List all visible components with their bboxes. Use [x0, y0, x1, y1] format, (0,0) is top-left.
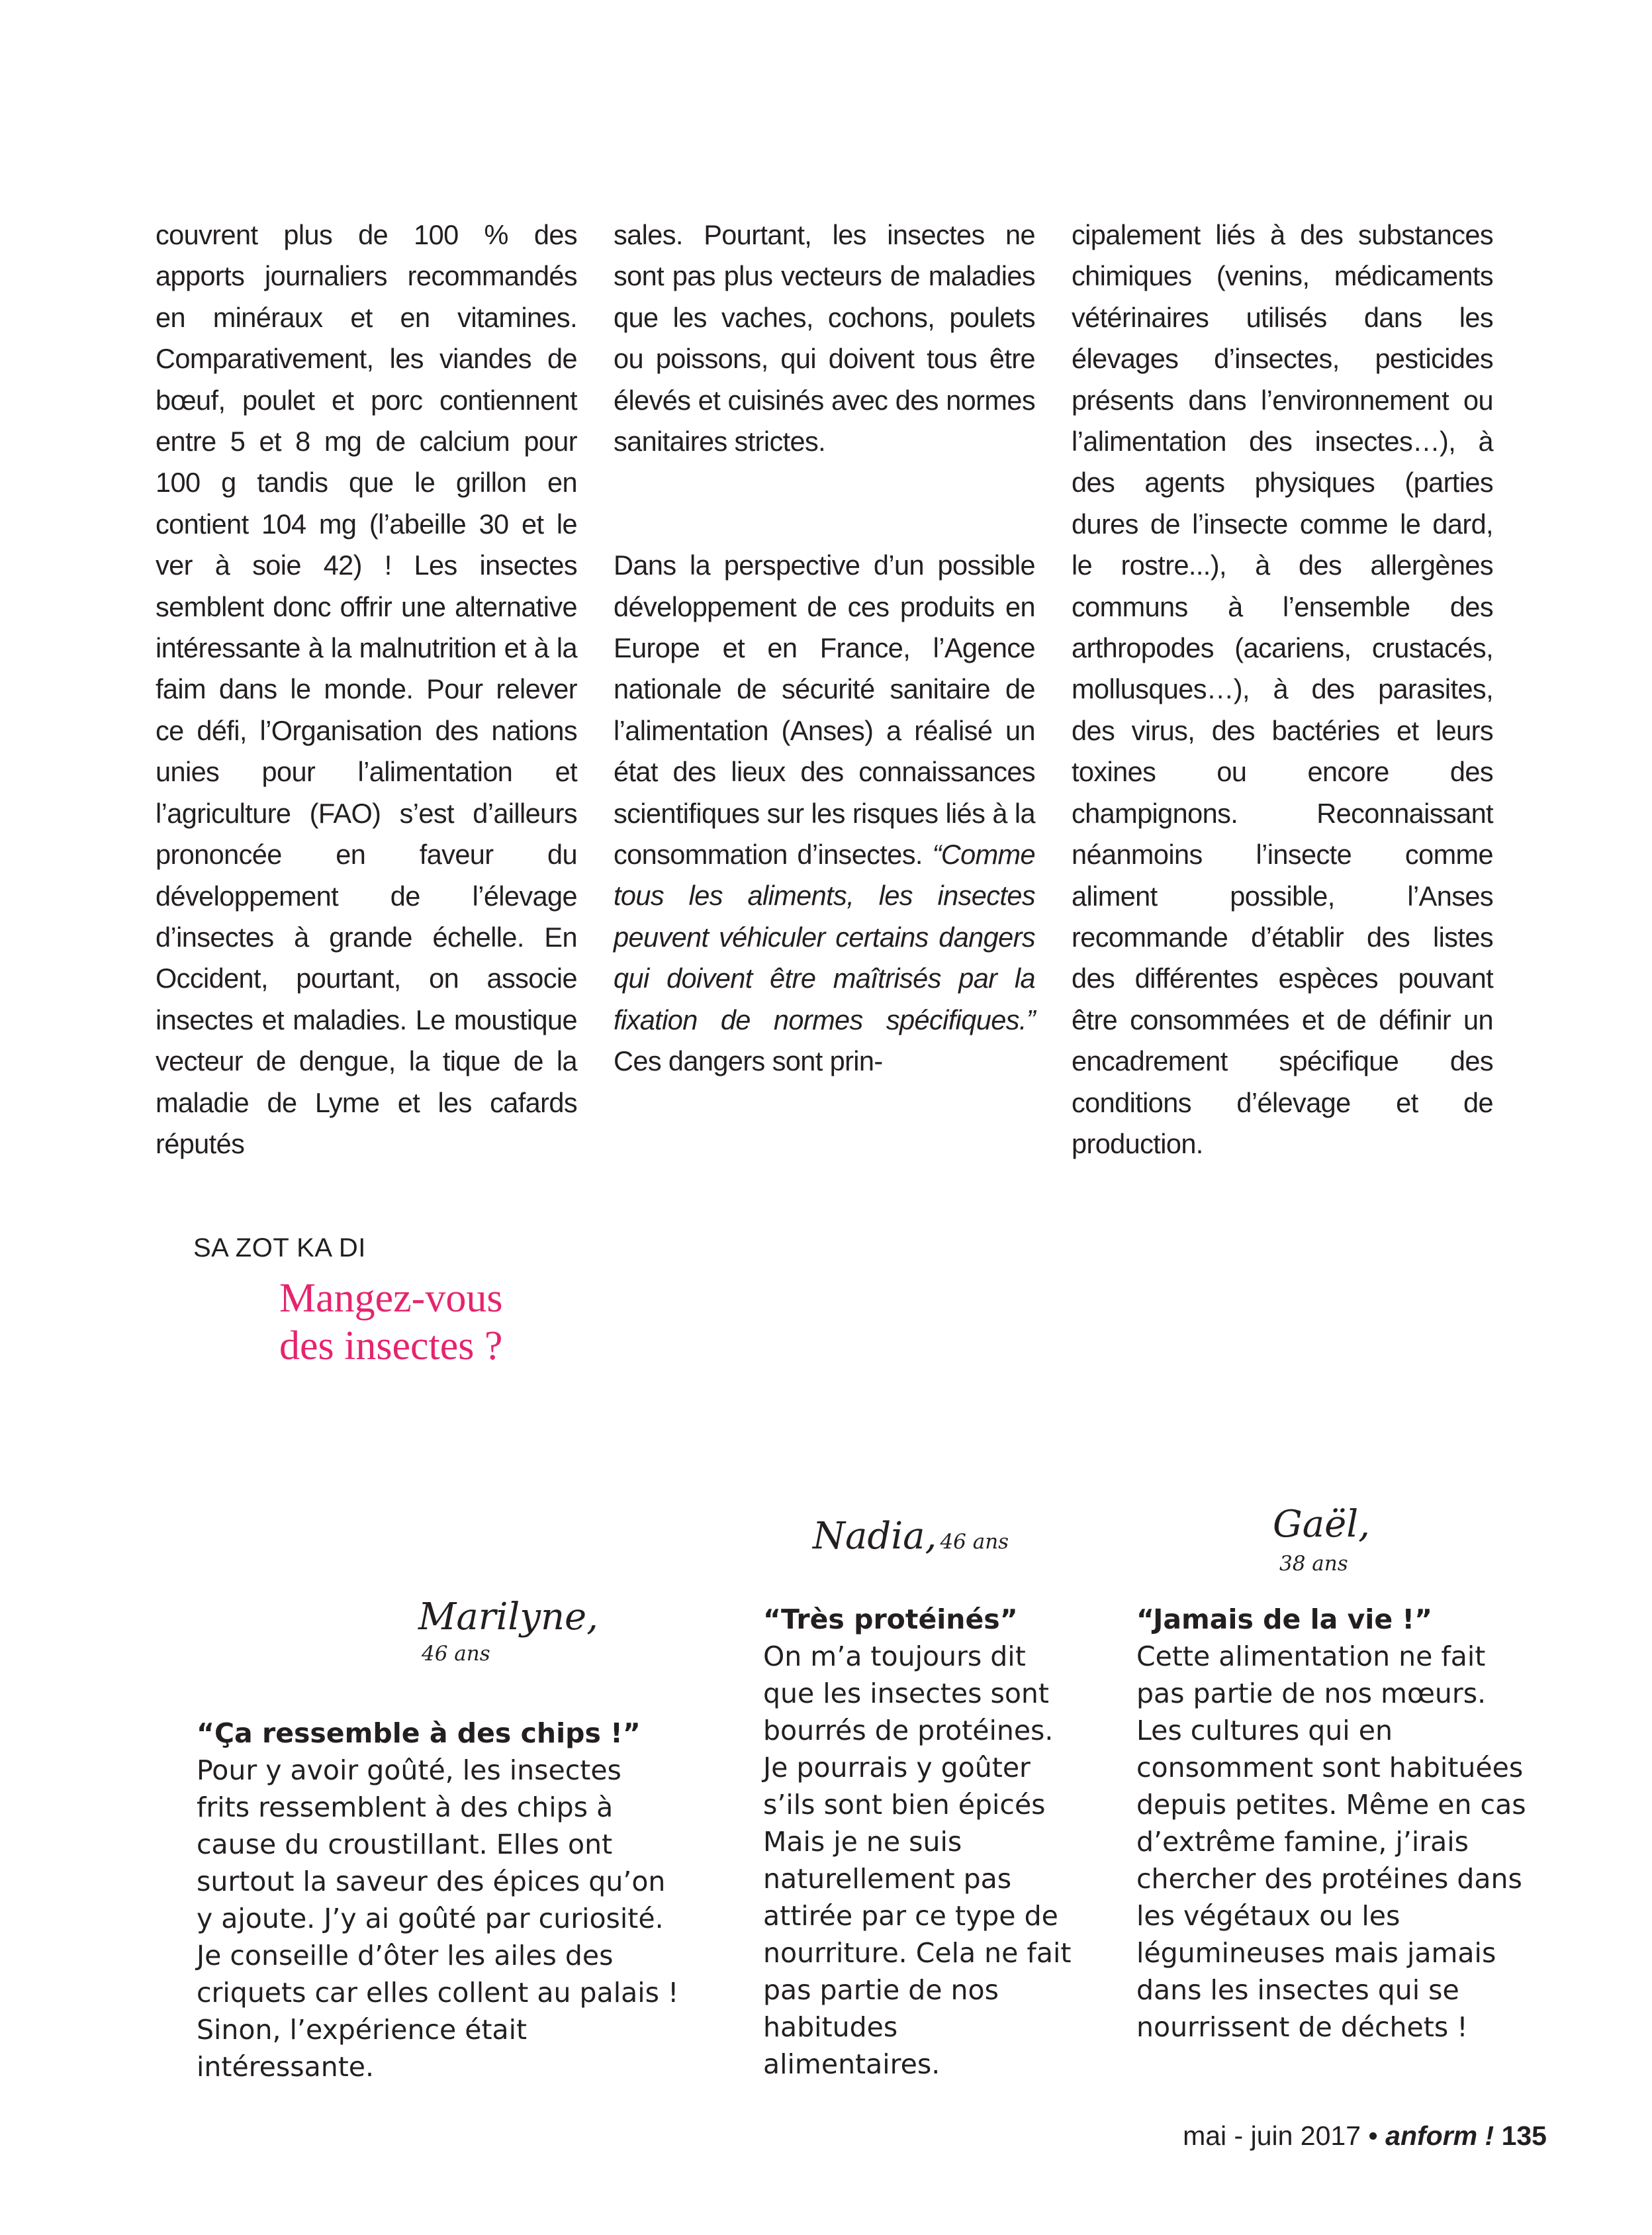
person-age: 46 ans [940, 1530, 1009, 1554]
article-column-1 [156, 214, 577, 1165]
article-paragraph: cipalement liés à des substances chimiques (venins, médicaments vétérinaires utilisés dans les élevages d’insectes, pesticides présents dans l’environnement ou l’alimentation des insectes…), à des agents physiques (parties dures de l’insecte comme le dard, le rostre...), à des allergènes communs à l’ensemble des arthropodes (acariens, crustacés, mollusques…), à des parasites, des virus, des bactéries et leurs toxines ou encore des champignons. Reconnaissant néanmoins l’insecte comme aliment possible, l’Anses recommande d’établir des listes des différentes espèces pouvant être consommées et de définir un encadrement spécifique des conditions d’élevage et de production. [1072, 219, 1493, 1159]
section-title-line: Mangez-vous [279, 1276, 503, 1321]
person-age: 46 ans [422, 1642, 490, 1666]
paragraph-gap [614, 462, 1035, 545]
section-title [279, 1274, 502, 1370]
testimonial-body: Cette alimentation ne fait pas partie de nos mœurs. Les cultures qui en consomment sont habituées depuis petites. Même en cas d’extrême famine, j’irais chercher des protéines dans les végétaux ou les légumineuses mais jamais dans les insectes qui se nourrissent de déchets ! [1136, 1641, 1526, 2043]
article-quote: “Comme tous les aliments, les insectes peuvent véhiculer certains dangers qui doivent être maîtrisés par la fixation de normes spécifiques.” [614, 839, 1036, 1035]
testimonial-body: On m’a toujours dit que les insectes sont bourrés de protéines. Je pourrais y goûter s’ils sont bien épicés Mais je ne suis naturellement pas attirée par ce type de nourriture. Cela ne fait pas partie de nos habitudes alimentaires. [763, 1641, 1072, 2080]
article-paragraph: couvrent plus de 100 % des apports journaliers recommandés en minéraux et en vitamines. Comparativement, les viandes de bœuf, poulet et porc contiennent entre 5 et 8 mg de calcium pour 100 g tandis que le grillon en contient 104 mg (l’abeille 30 et le ver à soie 42) ! Les insectes semblent donc offrir une alternative intéressante à la malnutrition et à la faim dans le monde. Pour relever ce défi, l’Organisation des nations unies pour l’alimentation et l’agriculture (FAO) s’est d’ailleurs prononcée en faveur du développement de l’élevage d’insectes à grande échelle. En Occident, pourtant, on associe insectes et maladies. Le moustique vecteur de dengue, la tique de la maladie de Lyme et les cafards réputés [156, 219, 577, 1159]
testimonial-nadia [763, 1601, 1081, 2083]
testimonial-name-gael [1273, 1504, 1370, 1545]
testimonial-gael [1136, 1601, 1527, 2046]
testimonial-body: Pour y avoir goûté, les insectes frits ressemblent à des chips à cause du croustillant. Elles ont surtout la saveur des épices qu’on y ajoute. J’y ai goûté par curiosité. Je conseille d’ôter les ailes des criquets car elles collent au palais ! Sinon, l’expérience était intéressante. [197, 1754, 679, 2083]
article-column-2 [614, 214, 1035, 1082]
testimonial-marilyne [197, 1715, 683, 2085]
page-number: 135 [1501, 2120, 1547, 2151]
article-paragraph [614, 545, 1035, 1082]
person-name: Nadia, [813, 1515, 937, 1558]
testimonial-title: “Très protéinés” [763, 1603, 1018, 1635]
magazine-name: anform ! [1385, 2120, 1494, 2151]
issue-date: mai - juin 2017 • [1183, 2120, 1378, 2151]
article-text: Ces dangers sont prin- [614, 1045, 883, 1077]
person-age: 38 ans [1279, 1552, 1348, 1576]
testimonial-title: “Ça ressemble à des chips !” [197, 1717, 641, 1749]
testimonial-name-nadia [813, 1516, 1009, 1557]
article-column-3 [1072, 214, 1493, 1165]
testimonial-name-marilyne [418, 1597, 598, 1638]
person-name: Marilyne, [418, 1595, 598, 1639]
section-title-line: des insectes ? [279, 1323, 503, 1368]
article-paragraph: sales. Pourtant, les insectes ne sont pas plus vecteurs de maladies que les vaches, cochons, poulets ou poissons, qui doivent tous être élevés et cuisinés avec des normes sanitaires strictes. [614, 219, 1035, 457]
article-text: Dans la perspective d’un possible développement de ces produits en Europe et en France, l’Agence nationale de sécurité sanitaire de l’alimentation (Anses) a réalisé un état des lieux des connaissances scientifiques sur les risques liés à la consommation d’insectes. [614, 549, 1035, 871]
testimonial-title: “Jamais de la vie !” [1136, 1603, 1433, 1635]
section-label: SA ZOT KA DI [193, 1233, 366, 1262]
person-name: Gaël, [1273, 1503, 1370, 1546]
page-footer [1183, 2120, 1547, 2152]
